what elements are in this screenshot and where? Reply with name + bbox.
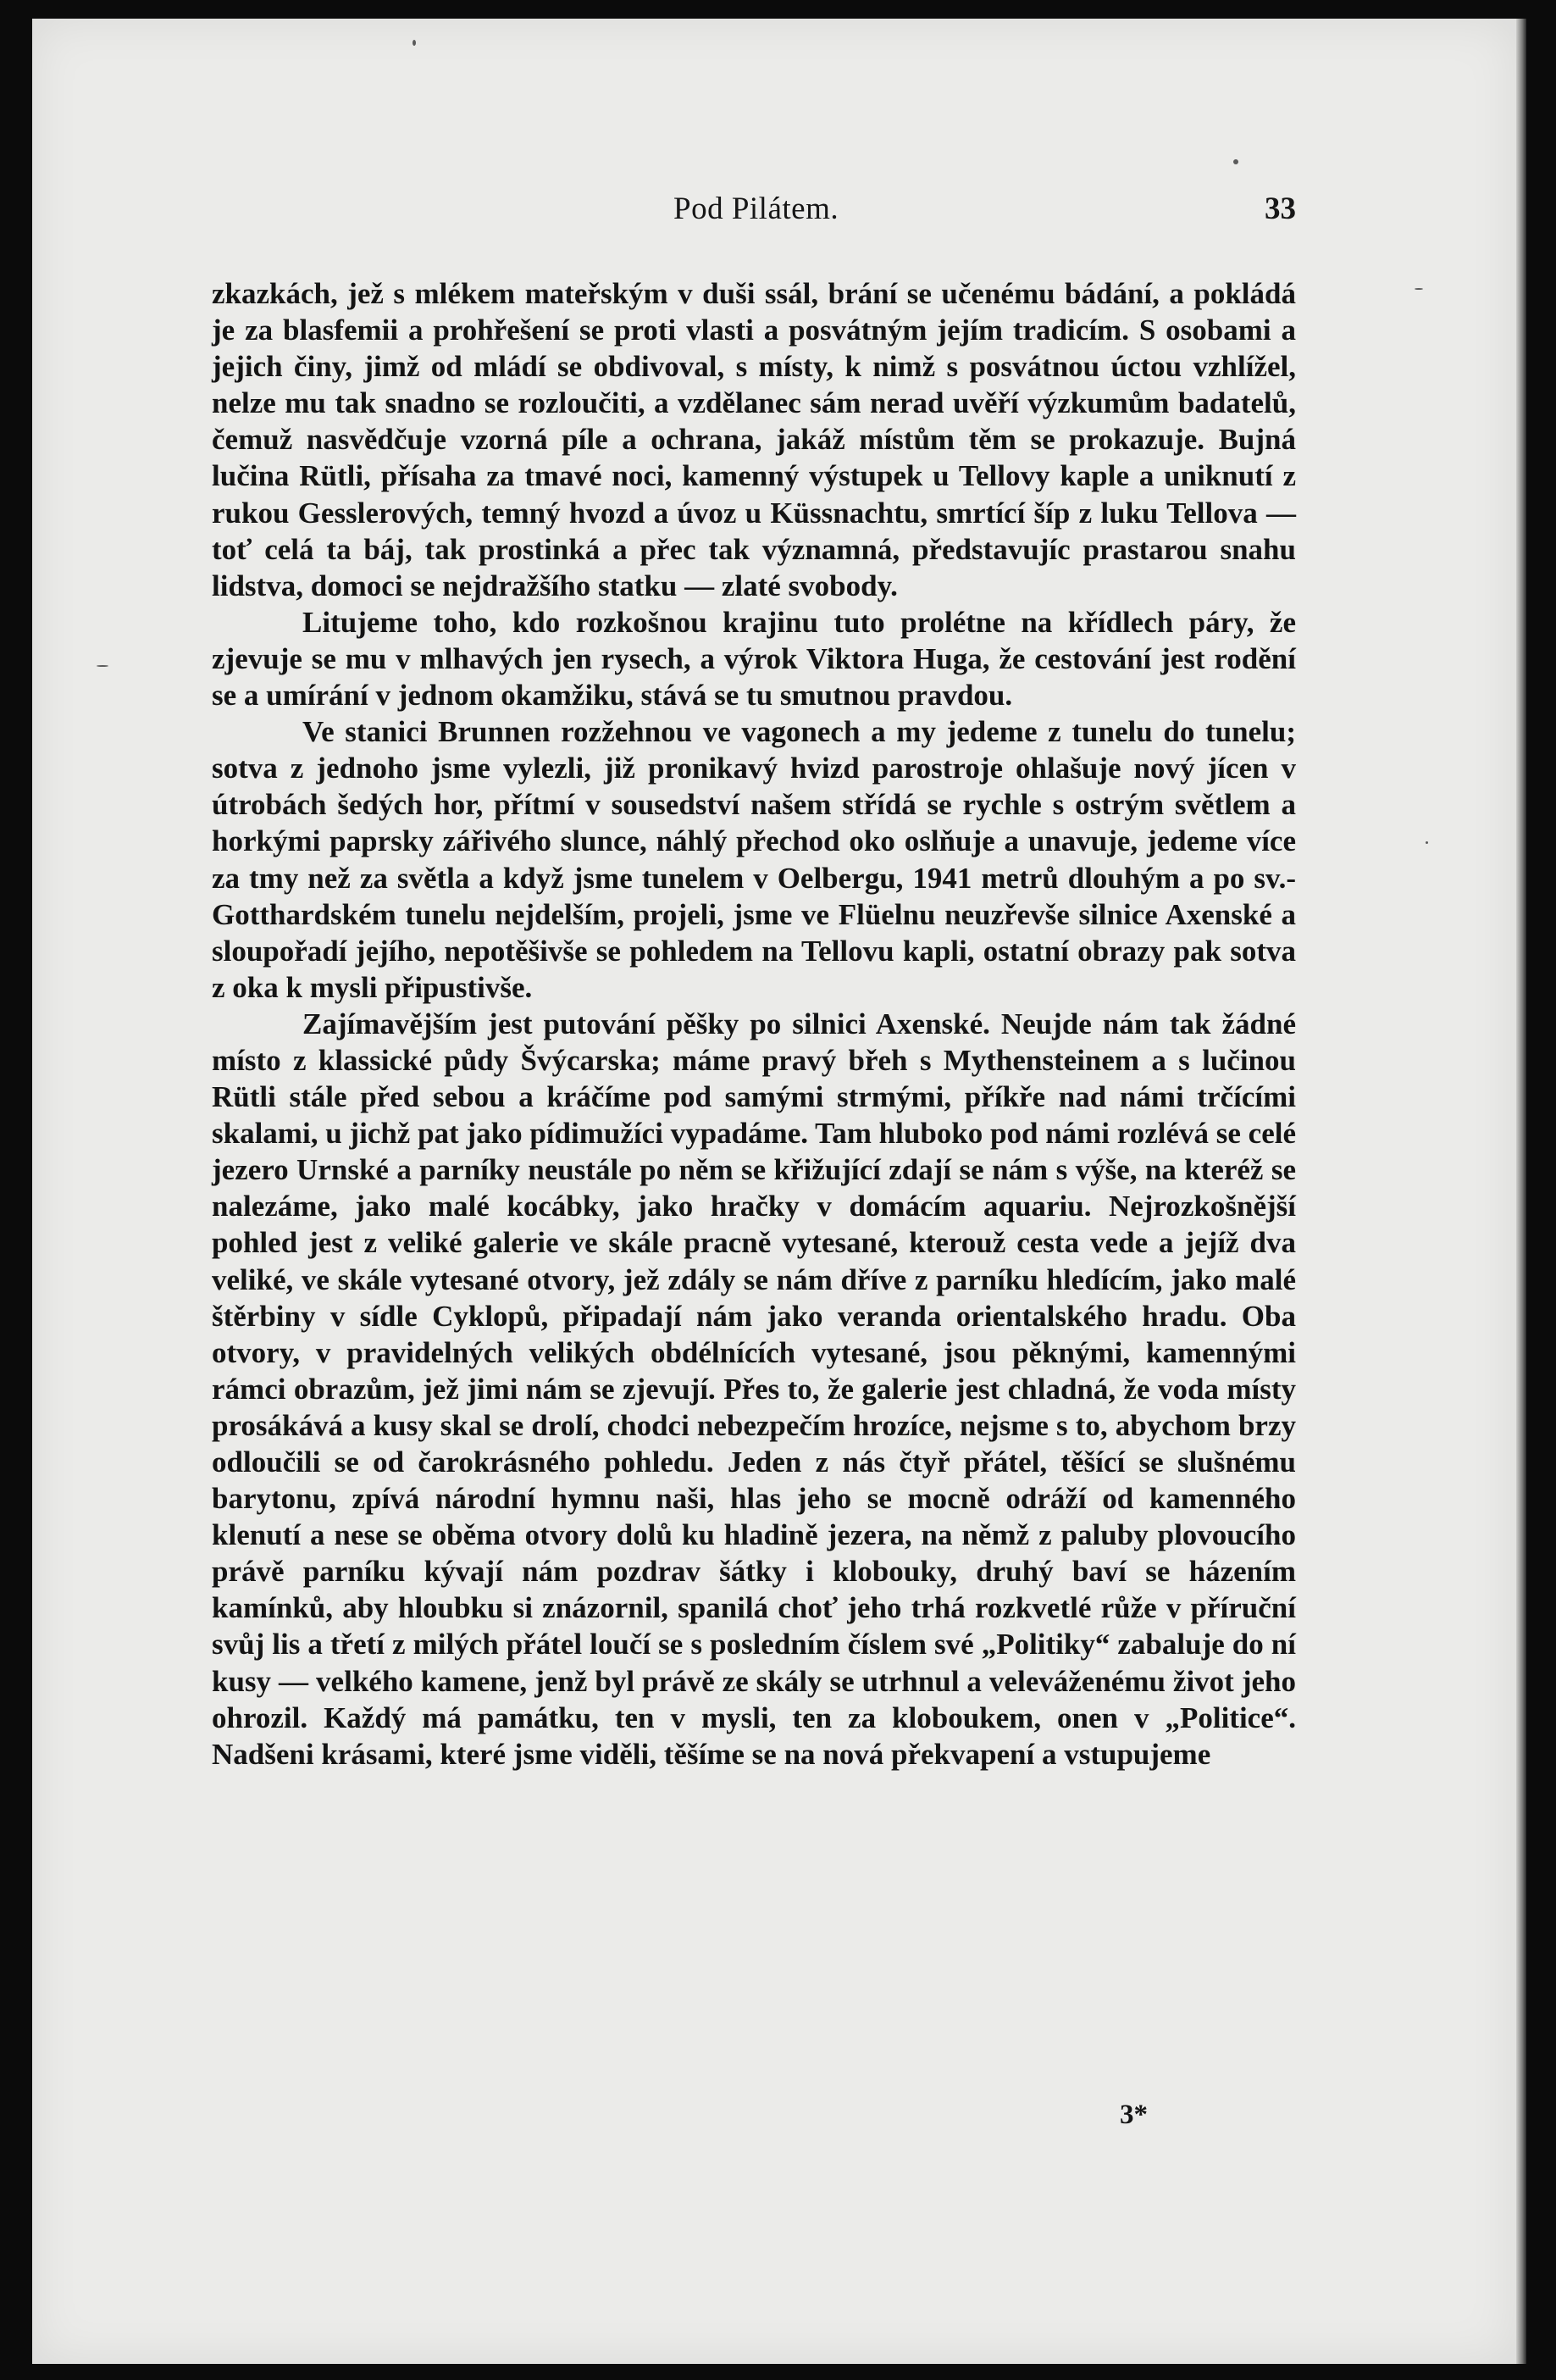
- print-speck: [97, 665, 108, 667]
- page-edge-shadow: [1516, 19, 1526, 2364]
- paragraph: Litujeme toho, kdo rozkošnou krajinu tuto prolétne na křídlech páry, že zjevuje se mu v mlhavých jen rysech, a výrok Viktora Huga, že cestování jest rodění se a umírání v jednom okamžiku, stává se tu smutnou pravdou.: [212, 605, 1296, 713]
- paragraph: Zajímavějším jest putování pěšky po silnici Axenské. Neujde nám tak žádné místo z klassické půdy Švýcarska; máme pravý břeh s Mythensteinem a s lučinou Rütli stále před sebou a kráčíme pod samými strmými, příkře nad námi trčícími skalami, u jichž pat jako pídimužíci vypadáme. Tam hluboko pod námi rozlévá se celé jezero Urnské a parníky neustále po něm se křižující zdají se nám s výše, na kteréž se nalezáme, jako malé kocábky, jako hračky v domácím aquariu. Nejrozkošnější pohled jest z veliké galerie ve skále pracně vytesané, kterouž cesta vede a jejíž dva veliké, ve skále vytesané otvory, jež zdály se nám dříve z parníku hledícím, jako malé štěrbiny v sídle Cyklopů, připadají nám jako veranda orientalského hradu. Oba otvory, v pravidelných velikých obdélnících vytesané, jsou pěknými, kamennými rámci obrazům, jež jimi nám se zjevují. Přes to, že galerie jest chladná, že voda místy prosákává a kusy skal se drolí, chodci nebezpečím hrozíce, nejsme s to, abychom brzy odloučili se od čarokrásného pohledu. Jeden z nás čtyř přátel, těšící se slušnému barytonu, zpívá národní hymnu naši, hlas jeho se mocně odráží od kamenného klenutí a nese se oběma otvory dolů ku hladině jezera, na němž z paluby plovoucího právě parníku kývají nám pozdrav šátky i klobouky, druhý baví se házením kamínků, aby hloubku si znázornil, spanilá choť jeho trhá rozkvetlé růže v příruční svůj lis a třetí z milých přátel loučí se s posledním číslem své „Politiky“ zabaluje do ní kusy — velkého kamene, jenž byl právě ze skály se utrhnul a veleváženému život jeho ohrozil. Každý má památku, ten v mysli, ten za kloboukem, onen v „Politice“. Nadšeni krásami, které jsme viděli, těšíme se na nová překvapení a vstupujeme: [212, 1007, 1296, 1771]
- print-speck: [1426, 841, 1428, 844]
- page-number: 33: [1265, 191, 1296, 226]
- body-text: [212, 275, 1296, 1773]
- page-header: [212, 188, 1296, 239]
- paragraph-continuation: zkazkách, jež s mlékem mateřským v duši ssál, brání se učenému bádání, a pokládá je za blasfemii a prohřešení se proti vlasti a posvátným jejím tradicím. S osobami a jejich činy, jimž od mládí se obdivoval, s místy, k nimž s posvátnou úctou vzhlížel, nelze mu tak snadno se rozloučiti, a vzdělanec sám nerad uvěří výzkumům badatelů, čemuž nasvědčuje vzorná píle a ochrana, jakáž místům těm se prokazuje. Bujná lučina Rütli, přísaha za tmavé noci, kamenný výstupek u Tellovy kaple a uniknutí z rukou Gesslerových, temný hvozd a úvoz u Küssnachtu, smrtící šíp z luku Tellova — toť celá ta báj, tak prostinká a přec tak významná, představujíc prastarou snahu lidstva, domoci se nejdražšího statku — zlaté svobody.: [212, 277, 1296, 602]
- print-speck: [413, 40, 416, 46]
- print-speck: [1415, 288, 1423, 290]
- paragraph: Ve stanici Brunnen rozžehnou ve vagonech a my jedeme z tunelu do tunelu; sotva z jednoho jsme vylezli, již pronikavý hvizd parostroje ohlašuje nový jícen v útrobách šedých hor, přítmí v sousedství našem střídá se rychle s ostrým světlem a horkými paprsky zářivého slunce, náhlý přechod oko oslňuje a unavuje, jedeme více za tmy než za světla a když jsme tunelem v Oelbergu, 1941 metrů dlouhým a po sv.-Gotthardském tunelu nejdelším, projeli, jsme ve Flüelnu neuzřevše silnice Axenské a sloupořadí jejího, nepotěšivše se pohledem na Tellovu kapli, ostatní obrazy pak sotva z oka k mysli připustivše.: [212, 715, 1296, 1004]
- running-head: Pod Pilátem.: [673, 191, 839, 226]
- print-speck: [1233, 159, 1238, 164]
- signature-mark: 3*: [1120, 2100, 1148, 2130]
